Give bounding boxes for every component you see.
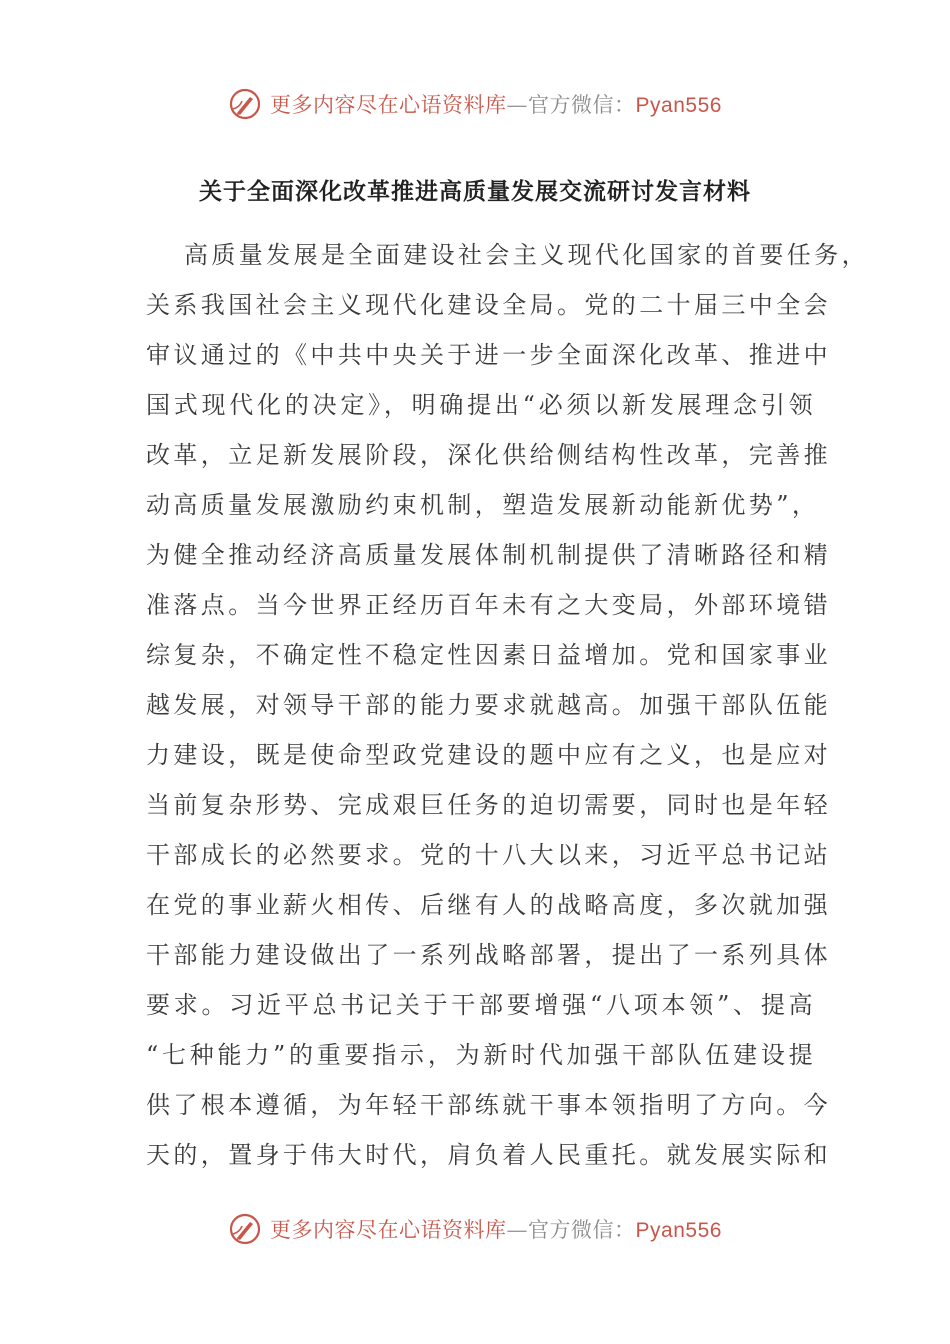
body-line: 在党的事业薪火相传、后继有人的战略高度，多次就加强 <box>146 891 831 919</box>
watermark-text <box>270 89 722 119</box>
body-line: 动高质量发展激励约束机制，塑造发展新动能新优势”， <box>146 491 820 519</box>
body-line: 干部成长的必然要求。党的十八大以来，习近平总书记站 <box>146 841 831 869</box>
body-line: 干部能力建设做出了一系列战略部署，提出了一系列具体 <box>146 941 831 969</box>
watermark-wechat-label: 官方微信： <box>528 93 636 117</box>
watermark-wechat-id: Pyan556 <box>635 94 722 117</box>
watermark-slogan: 更多内容尽在心语资料库 <box>270 93 507 117</box>
body-line: “七种能力”的重要指示，为新时代加强干部队伍建设提 <box>146 1041 816 1069</box>
footer-watermark <box>0 1209 950 1249</box>
body-line: 准落点。当今世界正经历百年未有之大变局，外部环境错 <box>146 591 831 619</box>
body-line: 审议通过的《中共中央关于进一步全面深化改革、推进中 <box>146 341 831 369</box>
watermark-text <box>270 1214 722 1244</box>
document-title: 关于全面深化改革推进高质量发展交流研讨发言材料 <box>199 179 751 205</box>
body-line: 关系我国社会主义现代化建设全局。党的二十届三中全会 <box>146 291 831 319</box>
watermark-separator: — <box>506 1218 529 1242</box>
body-line: 改革，立足新发展阶段，深化供给侧结构性改革，完善推 <box>146 441 831 469</box>
watermark-separator: — <box>506 93 529 117</box>
body-line: 力建设，既是使命型政党建设的题中应有之义，也是应对 <box>146 741 831 769</box>
pen-circle-logo-icon <box>228 87 262 121</box>
body-line: 天的，置身于伟大时代，肩负着人民重托。就发展实际和 <box>146 1141 831 1169</box>
watermark-wechat-label: 官方微信： <box>528 1218 636 1242</box>
body-line: 国式现代化的决定》，明确提出“必须以新发展理念引领 <box>146 391 816 419</box>
body-line: 供了根本遵循，为年轻干部练就干事本领指明了方向。今 <box>146 1091 831 1119</box>
document-body <box>146 230 869 1180</box>
body-line: 要求。习近平总书记关于干部要增强“八项本领”、提高 <box>146 991 816 1019</box>
header-watermark <box>0 84 950 124</box>
body-line: 当前复杂形势、完成艰巨任务的迫切需要，同时也是年轻 <box>146 791 831 819</box>
body-line: 越发展，对领导干部的能力要求就越高。加强干部队伍能 <box>146 691 831 719</box>
watermark-slogan: 更多内容尽在心语资料库 <box>270 1218 507 1242</box>
body-line: 综复杂，不确定性不稳定性因素日益增加。党和国家事业 <box>146 641 831 669</box>
body-line: 高质量发展是全面建设社会主义现代化国家的首要任务， <box>184 241 869 269</box>
watermark-wechat-id: Pyan556 <box>635 1219 722 1242</box>
body-line: 为健全推动经济高质量发展体制机制提供了清晰路径和精 <box>146 541 831 569</box>
pen-circle-logo-icon <box>228 1212 262 1246</box>
